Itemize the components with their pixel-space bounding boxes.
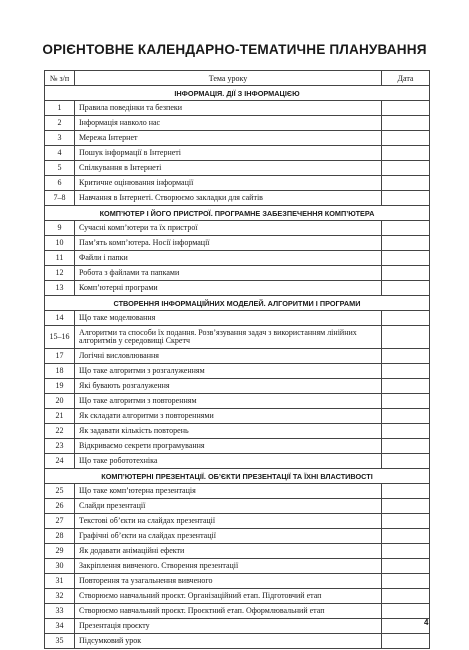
- table-row: [45, 221, 430, 236]
- lesson-date-cell: [382, 529, 430, 544]
- table-row: [45, 251, 430, 266]
- table-row: [45, 619, 430, 634]
- section-title: СТВОРЕННЯ ІНФОРМАЦІЙНИХ МОДЕЛЕЙ. АЛГОРИТМИ І ПРОГРАМИ: [45, 296, 430, 311]
- lesson-topic: Як складати алгоритми з повтореннями: [75, 409, 382, 424]
- lesson-topic: Комп’ютерні програми: [75, 281, 382, 296]
- lesson-topic: Як задавати кількість повторень: [75, 424, 382, 439]
- table-row: [45, 514, 430, 529]
- lesson-number: 28: [45, 529, 75, 544]
- lesson-date-cell: [382, 559, 430, 574]
- lesson-topic: Критичне оцінювання інформації: [75, 176, 382, 191]
- lesson-topic: Файли і папки: [75, 251, 382, 266]
- lesson-number: 1: [45, 101, 75, 116]
- lesson-date-cell: [382, 454, 430, 469]
- section-row: [45, 469, 430, 484]
- lesson-topic: Які бувають розгалуження: [75, 379, 382, 394]
- lesson-date-cell: [382, 589, 430, 604]
- lesson-topic: Спілкування в Інтернеті: [75, 161, 382, 176]
- lesson-topic: Повторення та узагальнення вивченого: [75, 574, 382, 589]
- lesson-date-cell: [382, 484, 430, 499]
- header-number: № з/п: [45, 71, 75, 86]
- lesson-date-cell: [382, 176, 430, 191]
- lesson-topic: Що таке комп’ютерна презентація: [75, 484, 382, 499]
- table-row: [45, 281, 430, 296]
- lesson-topic: Пам’ять комп’ютера. Носії інформації: [75, 236, 382, 251]
- table-row: [45, 529, 430, 544]
- lesson-topic: Презентація проєкту: [75, 619, 382, 634]
- table-row: [45, 116, 430, 131]
- lesson-number: 15–16: [45, 326, 75, 349]
- lesson-topic: Сучасні комп’ютери та їх пристрої: [75, 221, 382, 236]
- lesson-date-cell: [382, 499, 430, 514]
- table-row: [45, 589, 430, 604]
- lesson-topic: Відкриваємо секрети програмування: [75, 439, 382, 454]
- lesson-date-cell: [382, 161, 430, 176]
- lesson-date-cell: [382, 379, 430, 394]
- lesson-number: 9: [45, 221, 75, 236]
- lesson-date-cell: [382, 311, 430, 326]
- lesson-topic: Робота з файлами та папками: [75, 266, 382, 281]
- lesson-date-cell: [382, 191, 430, 206]
- table-row: [45, 409, 430, 424]
- table-row: [45, 424, 430, 439]
- lesson-number: 13: [45, 281, 75, 296]
- lesson-number: 29: [45, 544, 75, 559]
- section-title: КОМП’ЮТЕРНІ ПРЕЗЕНТАЦІЇ. ОБ’ЄКТИ ПРЕЗЕНТАЦІЇ ТА ЇХНІ ВЛАСТИВОСТІ: [45, 469, 430, 484]
- lesson-number: 14: [45, 311, 75, 326]
- lesson-topic: Закріплення вивченого. Створення презентації: [75, 559, 382, 574]
- table-row: [45, 236, 430, 251]
- lesson-number: 3: [45, 131, 75, 146]
- lesson-date-cell: [382, 131, 430, 146]
- lesson-date-cell: [382, 439, 430, 454]
- table-row: [45, 604, 430, 619]
- lesson-topic: Створюємо навчальний проєкт. Організаційний етап. Підготовчий етап: [75, 589, 382, 604]
- lesson-date-cell: [382, 424, 430, 439]
- table-row: [45, 499, 430, 514]
- lesson-topic: Пошук інформації в Інтернеті: [75, 146, 382, 161]
- lesson-topic: Що таке алгоритми з розгалуженням: [75, 364, 382, 379]
- lesson-number: 25: [45, 484, 75, 499]
- table-row: [45, 559, 430, 574]
- lesson-number: 12: [45, 266, 75, 281]
- table-row: [45, 161, 430, 176]
- lesson-number: 4: [45, 146, 75, 161]
- lesson-number: 6: [45, 176, 75, 191]
- lesson-topic: Як додавати анімаційні ефекти: [75, 544, 382, 559]
- lesson-date-cell: [382, 394, 430, 409]
- table-row: [45, 544, 430, 559]
- lesson-number: 33: [45, 604, 75, 619]
- page-number: 4: [424, 618, 429, 627]
- lesson-date-cell: [382, 604, 430, 619]
- lesson-number: 34: [45, 619, 75, 634]
- planning-table: [44, 70, 430, 649]
- lesson-date-cell: [382, 146, 430, 161]
- lesson-date-cell: [382, 619, 430, 634]
- lesson-number: 35: [45, 634, 75, 649]
- lesson-number: 21: [45, 409, 75, 424]
- lesson-number: 30: [45, 559, 75, 574]
- lesson-topic: Слайди презентації: [75, 499, 382, 514]
- table-row: [45, 484, 430, 499]
- lesson-number: 26: [45, 499, 75, 514]
- lesson-number: 2: [45, 116, 75, 131]
- lesson-date-cell: [382, 574, 430, 589]
- lesson-topic: Графічні об’єкти на слайдах презентації: [75, 529, 382, 544]
- lesson-topic: Інформація навколо нас: [75, 116, 382, 131]
- lesson-number: 5: [45, 161, 75, 176]
- lesson-number: 32: [45, 589, 75, 604]
- lesson-date-cell: [382, 364, 430, 379]
- page-title: ОРІЄНТОВНЕ КАЛЕНДАРНО-ТЕМАТИЧНЕ ПЛАНУВАННЯ: [42, 42, 427, 57]
- lesson-number: 23: [45, 439, 75, 454]
- lesson-topic: Що таке алгоритми з повторенням: [75, 394, 382, 409]
- table-row: [45, 394, 430, 409]
- lesson-topic: Логічні висловлювання: [75, 349, 382, 364]
- lesson-date-cell: [382, 544, 430, 559]
- table-row: [45, 574, 430, 589]
- lesson-date-cell: [382, 281, 430, 296]
- lesson-topic: Мережа Інтернет: [75, 131, 382, 146]
- lesson-date-cell: [382, 514, 430, 529]
- lesson-date-cell: [382, 251, 430, 266]
- lesson-number: 22: [45, 424, 75, 439]
- lesson-topic: Текстові об’єкти на слайдах презентації: [75, 514, 382, 529]
- table-body: [45, 86, 430, 649]
- lesson-number: 11: [45, 251, 75, 266]
- table-row: [45, 101, 430, 116]
- lesson-date-cell: [382, 634, 430, 649]
- lesson-number: 24: [45, 454, 75, 469]
- table-row: [45, 131, 430, 146]
- table-row: [45, 191, 430, 206]
- table-row: [45, 454, 430, 469]
- lesson-date-cell: [382, 101, 430, 116]
- table-row: [45, 326, 430, 349]
- lesson-topic: Правила поведінки та безпеки: [75, 101, 382, 116]
- lesson-topic: Створюємо навчальний проєкт. Проєктний етап. Оформлювальний етап: [75, 604, 382, 619]
- section-title: ІНФОРМАЦІЯ. ДІЇ З ІНФОРМАЦІЄЮ: [45, 86, 430, 101]
- lesson-number: 10: [45, 236, 75, 251]
- section-row: [45, 86, 430, 101]
- lesson-number: 17: [45, 349, 75, 364]
- lesson-topic: Що таке моделювання: [75, 311, 382, 326]
- lesson-number: 31: [45, 574, 75, 589]
- table-row: [45, 266, 430, 281]
- lesson-number: 19: [45, 379, 75, 394]
- section-row: [45, 296, 430, 311]
- lesson-topic: Що таке робототехніка: [75, 454, 382, 469]
- table-row: [45, 311, 430, 326]
- lesson-topic: Підсумковий урок: [75, 634, 382, 649]
- header-topic: Тема уроку: [75, 71, 382, 86]
- header-date: Дата: [382, 71, 430, 86]
- lesson-topic: Навчання в Інтернеті. Створюємо закладки для сайтів: [75, 191, 382, 206]
- table-row: [45, 349, 430, 364]
- table-header-row: [45, 71, 430, 86]
- lesson-topic: Алгоритми та способи їх подання. Розв’язування задач з використанням лінійних алгоритмів у середовищі Скретч: [75, 326, 382, 349]
- section-title: КОМП’ЮТЕР І ЙОГО ПРИСТРОЇ. ПРОГРАМНЕ ЗАБЕЗПЕЧЕННЯ КОМП’ЮТЕРА: [45, 206, 430, 221]
- lesson-date-cell: [382, 116, 430, 131]
- lesson-date-cell: [382, 326, 430, 349]
- lesson-date-cell: [382, 221, 430, 236]
- lesson-date-cell: [382, 409, 430, 424]
- lesson-date-cell: [382, 266, 430, 281]
- lesson-number: 7–8: [45, 191, 75, 206]
- table-row: [45, 176, 430, 191]
- table-row: [45, 146, 430, 161]
- lesson-date-cell: [382, 236, 430, 251]
- table-row: [45, 379, 430, 394]
- table-row: [45, 634, 430, 649]
- table-row: [45, 364, 430, 379]
- lesson-date-cell: [382, 349, 430, 364]
- section-row: [45, 206, 430, 221]
- lesson-number: 27: [45, 514, 75, 529]
- lesson-number: 20: [45, 394, 75, 409]
- lesson-number: 18: [45, 364, 75, 379]
- table-row: [45, 439, 430, 454]
